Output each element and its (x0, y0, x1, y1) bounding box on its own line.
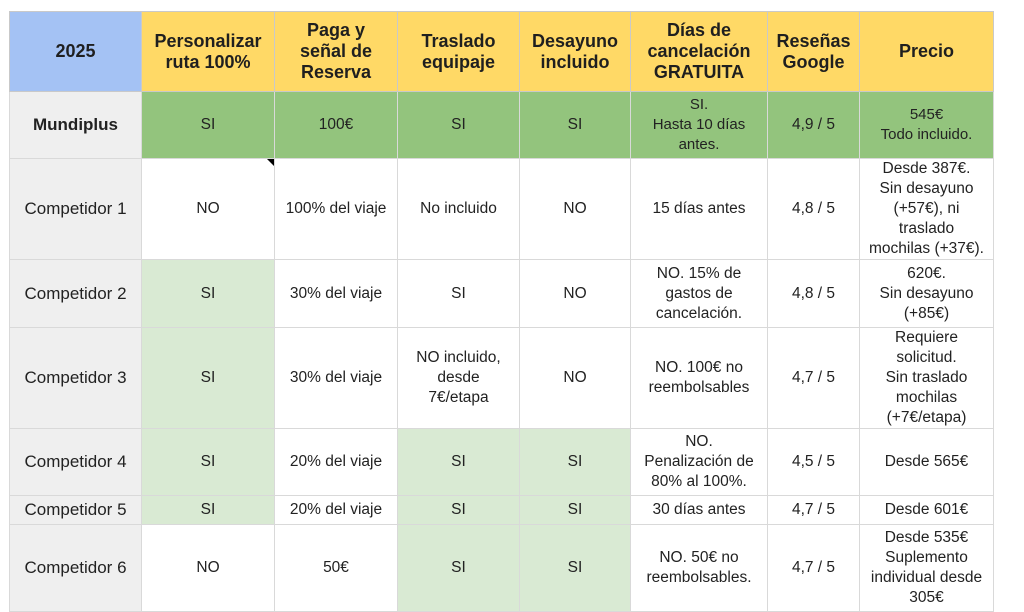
header-traslado: Traslado equipaje (398, 12, 520, 92)
header-cancelacion: Días de cancelación GRATUITA (631, 12, 768, 92)
cell-precio: 620€. Sin desayuno (+85€) (860, 260, 994, 328)
header-personalizar: Personalizar ruta 100% (142, 12, 275, 92)
row-name: Competidor 6 (10, 525, 142, 612)
header-desayuno: Desayuno incluido (520, 12, 631, 92)
comparison-table (9, 11, 994, 612)
cell-traslado: SI (398, 429, 520, 496)
cell-desayuno: NO (520, 328, 631, 429)
cell-paga-senal: 30% del viaje (275, 260, 398, 328)
cell-personalizar: SI (142, 260, 275, 328)
table-row-competidor-4 (10, 429, 994, 496)
cell-paga-senal: 100% del viaje (275, 159, 398, 260)
table-row-competidor-6 (10, 525, 994, 612)
row-name: Mundiplus (10, 92, 142, 159)
cell-resenas: 4,7 / 5 (768, 328, 860, 429)
cell-cancelacion: 30 días antes (631, 496, 768, 525)
cell-desayuno: SI (520, 496, 631, 525)
cell-resenas: 4,7 / 5 (768, 496, 860, 525)
cell-desayuno: SI (520, 525, 631, 612)
cell-resenas: 4,9 / 5 (768, 92, 860, 159)
cell-traslado: SI (398, 496, 520, 525)
row-name: Competidor 3 (10, 328, 142, 429)
header-resenas: Reseñas Google (768, 12, 860, 92)
cell-cancelacion: NO. 100€ no reembolsables (631, 328, 768, 429)
cell-desayuno: SI (520, 92, 631, 159)
table-row-mundiplus (10, 92, 994, 159)
cell-traslado: SI (398, 92, 520, 159)
cell-cancelacion: NO. Penalización de 80% al 100%. (631, 429, 768, 496)
cell-resenas: 4,8 / 5 (768, 159, 860, 260)
header-row (10, 12, 994, 92)
cell-personalizar: SI (142, 496, 275, 525)
cell-precio: Desde 601€ (860, 496, 994, 525)
header-paga-senal: Paga y señal de Reserva (275, 12, 398, 92)
cell-cancelacion: NO. 15% de gastos de cancelación. (631, 260, 768, 328)
cell-resenas: 4,8 / 5 (768, 260, 860, 328)
cell-personalizar: NO (142, 159, 275, 260)
header-precio: Precio (860, 12, 994, 92)
cell-precio: Desde 565€ (860, 429, 994, 496)
cell-desayuno: NO (520, 159, 631, 260)
comparison-table-wrapper (9, 11, 994, 612)
cell-paga-senal: 20% del viaje (275, 429, 398, 496)
cell-precio: Desde 535€ Suplemento individual desde 305€ (860, 525, 994, 612)
table-row-competidor-1 (10, 159, 994, 260)
cell-desayuno: NO (520, 260, 631, 328)
cell-personalizar: SI (142, 328, 275, 429)
cell-traslado: NO incluido, desde 7€/etapa (398, 328, 520, 429)
cell-traslado: SI (398, 260, 520, 328)
cell-cancelacion: 15 días antes (631, 159, 768, 260)
cell-personalizar: NO (142, 525, 275, 612)
cell-cancelacion: SI. Hasta 10 días antes. (631, 92, 768, 159)
cell-traslado: No incluido (398, 159, 520, 260)
cell-desayuno: SI (520, 429, 631, 496)
row-name: Competidor 2 (10, 260, 142, 328)
cell-personalizar: SI (142, 429, 275, 496)
row-name: Competidor 1 (10, 159, 142, 260)
cell-paga-senal: 20% del viaje (275, 496, 398, 525)
cell-personalizar: SI (142, 92, 275, 159)
year-header: 2025 (10, 12, 142, 92)
comment-marker-icon[interactable] (267, 159, 274, 166)
cell-cancelacion: NO. 50€ no reembolsables. (631, 525, 768, 612)
row-name: Competidor 5 (10, 496, 142, 525)
cell-paga-senal: 30% del viaje (275, 328, 398, 429)
table-row-competidor-3 (10, 328, 994, 429)
table-row-competidor-5 (10, 496, 994, 525)
table-row-competidor-2 (10, 260, 994, 328)
cell-traslado: SI (398, 525, 520, 612)
cell-paga-senal: 50€ (275, 525, 398, 612)
cell-precio: 545€ Todo incluido. (860, 92, 994, 159)
cell-resenas: 4,5 / 5 (768, 429, 860, 496)
cell-paga-senal: 100€ (275, 92, 398, 159)
cell-precio: Requiere solicitud. Sin traslado mochilas (+7€/etapa) (860, 328, 994, 429)
cell-resenas: 4,7 / 5 (768, 525, 860, 612)
row-name: Competidor 4 (10, 429, 142, 496)
cell-precio: Desde 387€. Sin desayuno (+57€), ni traslado mochilas (+37€). (860, 159, 994, 260)
